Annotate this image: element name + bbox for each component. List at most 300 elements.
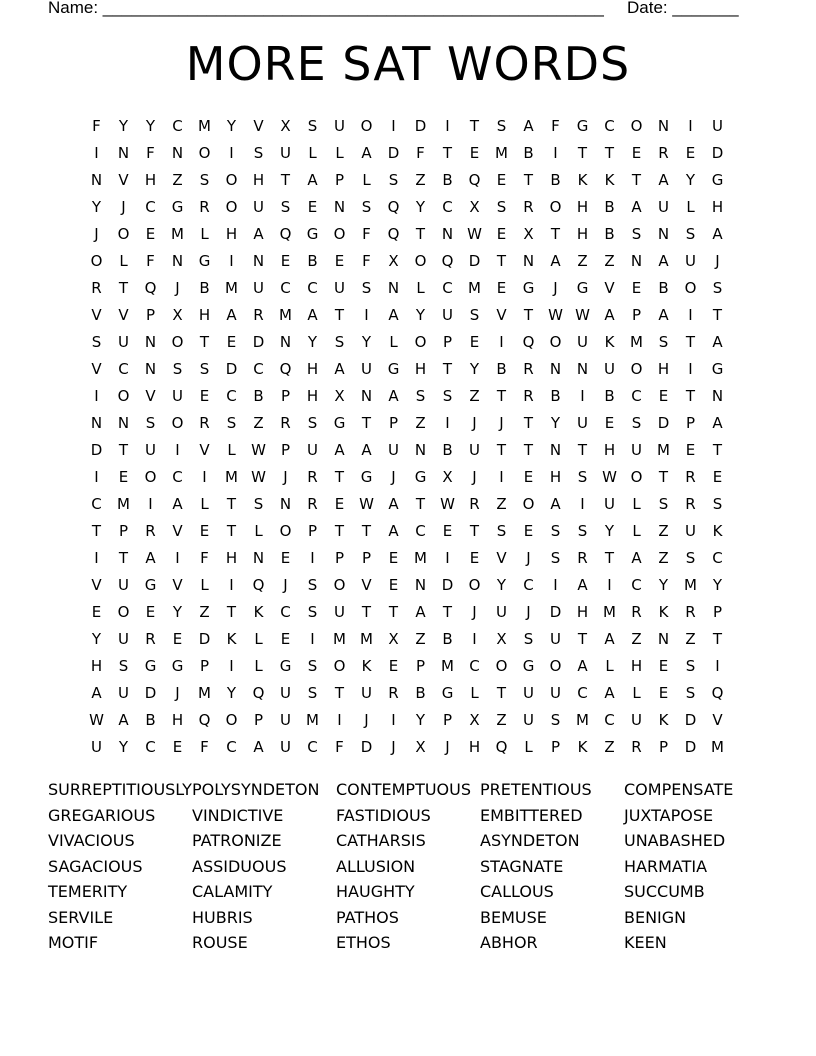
grid-letter: H	[90, 656, 103, 675]
grid-letter: B	[604, 386, 615, 405]
grid-letter: O	[684, 278, 697, 297]
grid-letter: Q	[252, 683, 265, 702]
grid-letter: Z	[199, 602, 210, 621]
grid-letter: T	[91, 521, 102, 540]
grid-letter: L	[632, 521, 641, 540]
grid-letter: A	[712, 413, 723, 432]
grid-letter: R	[631, 602, 642, 621]
grid-letter: E	[469, 143, 480, 162]
grid-letter: T	[226, 494, 237, 513]
grid-letter: P	[334, 548, 345, 567]
grid-letter: S	[631, 224, 642, 243]
grid-letter: I	[445, 413, 450, 432]
grid-letter: L	[686, 197, 695, 216]
grid-letter: M	[279, 305, 292, 324]
grid-letter: M	[117, 494, 130, 513]
grid-letter: D	[441, 575, 454, 594]
grid-letter: U	[361, 683, 372, 702]
word-list-item: BEMUSE	[480, 907, 547, 927]
grid-letter: G	[441, 683, 454, 702]
grid-letter: O	[117, 602, 130, 621]
grid-letter: R	[469, 494, 480, 513]
grid-letter: S	[550, 521, 561, 540]
grid-letter: H	[657, 359, 670, 378]
grid-letter: I	[310, 548, 315, 567]
grid-letter: M	[198, 683, 211, 702]
grid-letter: J	[283, 467, 288, 486]
grid-letter: S	[523, 629, 534, 648]
grid-letter: G	[144, 575, 157, 594]
grid-letter: E	[442, 521, 453, 540]
letter-grid	[83, 112, 731, 760]
grid-letter: B	[415, 683, 426, 702]
grid-letter: Z	[658, 521, 669, 540]
grid-letter: A	[415, 602, 426, 621]
grid-letter: L	[389, 332, 398, 351]
grid-letter: M	[684, 575, 697, 594]
grid-letter: E	[469, 548, 480, 567]
grid-letter: R	[199, 197, 210, 216]
grid-letter: I	[472, 629, 477, 648]
grid-letter: B	[442, 440, 453, 459]
grid-letter: P	[550, 737, 561, 756]
grid-letter: K	[577, 737, 588, 756]
grid-letter: H	[549, 467, 562, 486]
grid-letter: X	[415, 737, 426, 756]
word-list-item: SERVILE	[48, 907, 114, 927]
grid-letter: U	[604, 494, 615, 513]
grid-letter: A	[172, 494, 183, 513]
grid-letter: P	[631, 305, 642, 324]
grid-letter: U	[334, 116, 345, 135]
grid-letter: W	[359, 494, 374, 513]
grid-letter: O	[279, 521, 292, 540]
grid-letter: M	[333, 629, 346, 648]
grid-letter: U	[253, 278, 264, 297]
grid-letter: T	[577, 143, 588, 162]
grid-letter: H	[225, 548, 238, 567]
grid-letter: N	[171, 143, 184, 162]
grid-letter: R	[280, 413, 291, 432]
grid-letter: D	[657, 413, 670, 432]
word-list-item: HUBRIS	[192, 907, 253, 927]
grid-letter: O	[549, 197, 562, 216]
grid-letter: B	[442, 170, 453, 189]
grid-letter: P	[307, 521, 318, 540]
grid-letter: T	[334, 521, 345, 540]
grid-letter: T	[280, 170, 291, 189]
grid-letter: E	[280, 251, 291, 270]
grid-letter: S	[685, 548, 696, 567]
grid-letter: F	[416, 143, 425, 162]
grid-letter: P	[334, 170, 345, 189]
grid-letter: G	[576, 116, 589, 135]
grid-letter: N	[657, 629, 670, 648]
grid-letter: N	[414, 440, 427, 459]
grid-letter: S	[496, 116, 507, 135]
grid-letter: E	[145, 602, 156, 621]
grid-letter: A	[334, 440, 345, 459]
grid-letter: M	[576, 710, 589, 729]
grid-letter: O	[360, 116, 373, 135]
grid-letter: N	[90, 413, 103, 432]
grid-letter: S	[307, 575, 318, 594]
grid-letter: J	[472, 467, 477, 486]
grid-letter: T	[361, 521, 372, 540]
grid-letter: W	[440, 494, 455, 513]
grid-letter: Y	[604, 521, 615, 540]
word-list-item: SUCCUMB	[624, 882, 705, 901]
grid-letter: U	[91, 737, 102, 756]
grid-letter: U	[361, 359, 372, 378]
grid-letter: G	[279, 656, 292, 675]
grid-letter: X	[523, 224, 534, 243]
grid-letter: U	[523, 710, 534, 729]
grid-letter: A	[577, 575, 588, 594]
grid-letter: J	[121, 197, 126, 216]
grid-letter: Y	[307, 332, 318, 351]
grid-letter: H	[144, 170, 157, 189]
grid-letter: M	[225, 467, 238, 486]
word-list-item: ASYNDETON	[480, 831, 580, 850]
grid-letter: S	[577, 521, 588, 540]
grid-letter: J	[715, 251, 720, 270]
grid-letter: W	[89, 710, 104, 729]
grid-letter: O	[630, 467, 643, 486]
grid-letter: N	[441, 224, 454, 243]
grid-letter: D	[711, 143, 724, 162]
grid-letter: E	[658, 683, 669, 702]
grid-letter: E	[469, 332, 480, 351]
grid-letter: V	[91, 575, 102, 594]
grid-letter: V	[118, 305, 129, 324]
grid-letter: H	[576, 602, 589, 621]
word-list-item: CALAMITY	[192, 882, 273, 901]
grid-letter: G	[171, 197, 184, 216]
grid-letter: M	[630, 332, 643, 351]
grid-letter: Y	[172, 602, 183, 621]
grid-letter: L	[308, 143, 317, 162]
grid-letter: Y	[685, 170, 696, 189]
grid-letter: P	[712, 602, 723, 621]
grid-letter: T	[496, 386, 507, 405]
date-field-label: Date: _______	[627, 0, 739, 17]
grid-letter: E	[496, 170, 507, 189]
grid-letter: E	[523, 467, 534, 486]
grid-letter: T	[496, 683, 507, 702]
grid-letter: U	[604, 359, 615, 378]
grid-letter: V	[604, 278, 615, 297]
grid-letter: G	[711, 170, 724, 189]
grid-letter: R	[307, 494, 318, 513]
grid-letter: N	[252, 548, 265, 567]
grid-letter: S	[712, 278, 723, 297]
grid-letter: B	[604, 224, 615, 243]
grid-letter: U	[334, 602, 345, 621]
grid-letter: Y	[415, 710, 426, 729]
grid-letter: N	[711, 386, 724, 405]
grid-letter: Q	[441, 251, 454, 270]
grid-letter: T	[199, 332, 210, 351]
grid-letter: D	[414, 116, 427, 135]
word-list-item: CALLOUS	[480, 882, 554, 901]
grid-letter: N	[360, 386, 373, 405]
grid-letter: E	[91, 602, 102, 621]
grid-letter: U	[442, 305, 453, 324]
word-list-item: ASSIDUOUS	[192, 856, 287, 876]
grid-letter: E	[118, 467, 129, 486]
word-list-item: ALLUSION	[336, 856, 416, 876]
grid-letter: G	[522, 656, 535, 675]
grid-letter: E	[604, 413, 615, 432]
header-line	[48, 0, 748, 20]
grid-letter: H	[603, 440, 616, 459]
grid-letter: B	[496, 359, 507, 378]
grid-letter: L	[605, 656, 614, 675]
grid-letter: P	[361, 548, 372, 567]
grid-letter: H	[225, 224, 238, 243]
grid-letter: Z	[631, 629, 642, 648]
grid-letter: L	[470, 683, 479, 702]
grid-letter: I	[175, 548, 180, 567]
grid-letter: T	[361, 413, 372, 432]
grid-letter: B	[604, 197, 615, 216]
grid-letter: C	[145, 197, 156, 216]
grid-letter: E	[199, 386, 210, 405]
grid-letter: J	[472, 602, 477, 621]
grid-letter: Y	[658, 575, 669, 594]
grid-letter: Y	[415, 305, 426, 324]
grid-letter: E	[658, 656, 669, 675]
grid-letter: A	[631, 197, 642, 216]
grid-letter: G	[144, 656, 157, 675]
grid-letter: A	[307, 170, 318, 189]
grid-letter: O	[549, 656, 562, 675]
word-list-item: TEMERITY	[48, 882, 128, 901]
grid-letter: D	[468, 251, 481, 270]
grid-letter: Y	[91, 197, 102, 216]
grid-letter: X	[496, 629, 507, 648]
grid-letter: R	[145, 521, 156, 540]
grid-letter: Y	[496, 575, 507, 594]
grid-letter: M	[441, 656, 454, 675]
grid-letter: U	[685, 521, 696, 540]
grid-letter: L	[119, 251, 128, 270]
word-list-item: COMPENSATE	[624, 780, 734, 799]
grid-letter: N	[279, 332, 292, 351]
grid-letter: I	[202, 467, 207, 486]
grid-letter: I	[499, 332, 504, 351]
grid-letter: T	[415, 224, 426, 243]
grid-letter: X	[388, 251, 399, 270]
word-list-item: HARMATIA	[624, 856, 708, 876]
grid-letter: T	[631, 170, 642, 189]
word-list-item: FASTIDIOUS	[336, 805, 431, 825]
word-list-item: PATRONIZE	[192, 831, 282, 850]
grid-letter: T	[361, 602, 372, 621]
grid-letter: A	[550, 494, 561, 513]
grid-letter: S	[577, 467, 588, 486]
grid-letter: N	[117, 413, 130, 432]
grid-letter: G	[387, 359, 400, 378]
grid-letter: K	[577, 170, 588, 189]
grid-letter: R	[253, 305, 264, 324]
grid-letter: A	[577, 656, 588, 675]
grid-letter: Z	[172, 170, 183, 189]
grid-letter: S	[685, 224, 696, 243]
grid-letter: Q	[468, 170, 481, 189]
grid-letter: N	[279, 494, 292, 513]
word-list-item: EMBITTERED	[480, 805, 583, 825]
grid-letter: I	[337, 710, 342, 729]
grid-letter: A	[388, 386, 399, 405]
grid-letter: T	[712, 629, 723, 648]
grid-letter: S	[712, 494, 723, 513]
grid-letter: V	[172, 575, 183, 594]
grid-letter: J	[175, 278, 180, 297]
grid-letter: Y	[118, 116, 129, 135]
grid-letter: L	[200, 575, 209, 594]
grid-letter: L	[335, 143, 344, 162]
grid-letter: N	[549, 440, 562, 459]
grid-letter: R	[523, 197, 534, 216]
grid-letter: E	[334, 251, 345, 270]
grid-letter: U	[118, 332, 129, 351]
grid-letter: R	[577, 548, 588, 567]
grid-letter: S	[685, 683, 696, 702]
grid-letter: Y	[712, 575, 723, 594]
word-list-item: CATHARSIS	[336, 831, 426, 850]
grid-letter: Q	[252, 575, 265, 594]
grid-letter: U	[388, 440, 399, 459]
grid-letter: N	[576, 359, 589, 378]
grid-letter: N	[144, 332, 157, 351]
grid-letter: R	[685, 467, 696, 486]
grid-letter: J	[499, 413, 504, 432]
grid-letter: L	[524, 737, 533, 756]
grid-letter: U	[577, 332, 588, 351]
grid-letter: T	[577, 629, 588, 648]
grid-letter: P	[145, 305, 156, 324]
grid-letter: S	[253, 143, 264, 162]
grid-letter: C	[604, 116, 615, 135]
grid-letter: Y	[415, 197, 426, 216]
grid-letter: H	[711, 197, 724, 216]
grid-letter: T	[118, 548, 129, 567]
grid-letter: Z	[469, 386, 480, 405]
grid-letter: E	[685, 440, 696, 459]
grid-letter: M	[603, 602, 616, 621]
grid-letter: Q	[387, 224, 400, 243]
grid-letter: U	[334, 278, 345, 297]
grid-letter: T	[226, 602, 237, 621]
grid-letter: I	[553, 143, 558, 162]
grid-letter: F	[551, 116, 560, 135]
grid-letter: E	[172, 737, 183, 756]
grid-letter: O	[549, 332, 562, 351]
word-list-item: VINDICTIVE	[192, 805, 284, 825]
grid-letter: J	[472, 413, 477, 432]
grid-letter: I	[229, 143, 234, 162]
grid-letter: E	[523, 521, 534, 540]
grid-letter: N	[630, 251, 643, 270]
grid-letter: Z	[496, 494, 507, 513]
grid-letter: E	[712, 467, 723, 486]
grid-letter: A	[361, 440, 372, 459]
grid-letter: U	[118, 683, 129, 702]
grid-letter: O	[333, 656, 346, 675]
grid-letter: A	[712, 332, 723, 351]
grid-letter: V	[199, 440, 210, 459]
grid-letter: C	[712, 548, 723, 567]
grid-letter: E	[631, 278, 642, 297]
grid-letter: I	[94, 467, 99, 486]
grid-letter: S	[388, 170, 399, 189]
grid-letter: E	[280, 629, 291, 648]
grid-letter: E	[226, 332, 237, 351]
grid-letter: Q	[279, 224, 292, 243]
grid-letter: J	[553, 278, 558, 297]
grid-letter: I	[580, 494, 585, 513]
grid-letter: P	[280, 440, 291, 459]
grid-letter: E	[145, 224, 156, 243]
grid-letter: N	[657, 224, 670, 243]
grid-letter: S	[199, 359, 210, 378]
grid-letter: Z	[577, 251, 588, 270]
word-list-item: PRETENTIOUS	[480, 780, 592, 799]
grid-letter: W	[575, 305, 590, 324]
grid-letter: S	[91, 332, 102, 351]
grid-letter: T	[334, 305, 345, 324]
grid-letter: N	[549, 359, 562, 378]
grid-letter: I	[175, 440, 180, 459]
grid-letter: U	[145, 440, 156, 459]
grid-letter: W	[467, 224, 482, 243]
grid-letter: A	[658, 305, 669, 324]
grid-letter: V	[145, 386, 156, 405]
grid-letter: X	[469, 710, 480, 729]
grid-letter: T	[550, 224, 561, 243]
grid-letter: S	[199, 170, 210, 189]
grid-letter: U	[280, 737, 291, 756]
grid-letter: E	[199, 521, 210, 540]
grid-letter: T	[334, 683, 345, 702]
grid-letter: S	[307, 656, 318, 675]
grid-letter: C	[145, 737, 156, 756]
grid-letter: Z	[415, 170, 426, 189]
grid-letter: G	[360, 467, 373, 486]
grid-letter: U	[631, 710, 642, 729]
grid-letter: N	[117, 143, 130, 162]
grid-letter: M	[495, 143, 508, 162]
grid-letter: T	[523, 305, 534, 324]
grid-letter: R	[199, 413, 210, 432]
grid-letter: I	[364, 305, 369, 324]
grid-letter: J	[526, 548, 531, 567]
grid-letter: R	[523, 359, 534, 378]
grid-letter: H	[576, 224, 589, 243]
grid-letter: L	[227, 440, 236, 459]
grid-letter: H	[252, 170, 265, 189]
grid-letter: S	[253, 494, 264, 513]
grid-letter: T	[442, 359, 453, 378]
grid-letter: O	[225, 197, 238, 216]
grid-letter: Z	[685, 629, 696, 648]
grid-letter: E	[496, 278, 507, 297]
grid-letter: K	[253, 602, 264, 621]
grid-letter: D	[549, 602, 562, 621]
grid-letter: T	[523, 440, 534, 459]
